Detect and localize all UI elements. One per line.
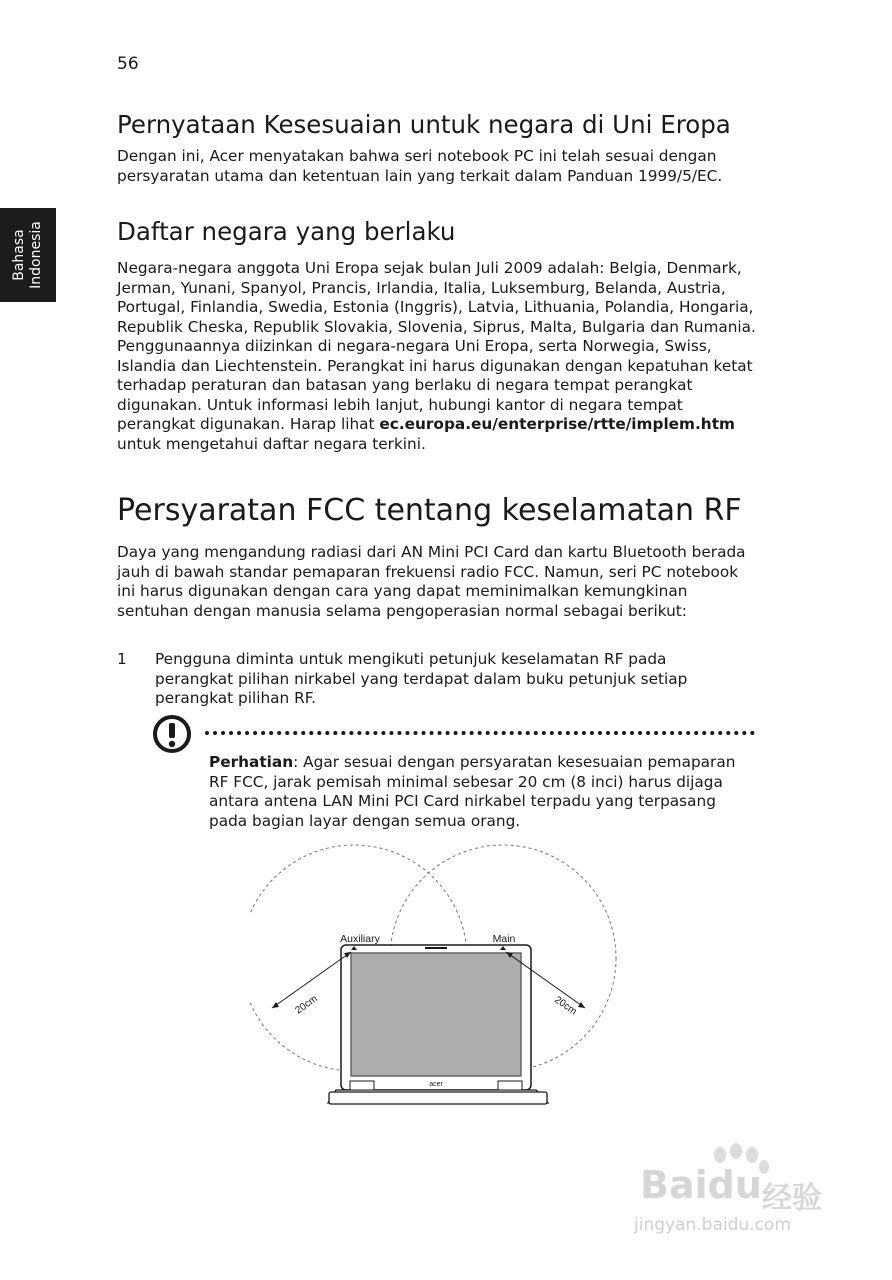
baidu-watermark xyxy=(632,1143,852,1243)
warning-exclamation-icon xyxy=(152,714,192,754)
list-item-number: 1 xyxy=(117,650,127,668)
fcc-rf-safety-heading: Persyaratan FCC tentang keselamatan RF xyxy=(117,493,742,528)
left-distance-label: 20cm xyxy=(293,993,320,1017)
page-number: 56 xyxy=(117,54,139,74)
eu-conformity-heading: Pernyataan Kesesuaian untuk negara di Uni Eropa xyxy=(117,110,731,139)
country-list-heading: Daftar negara yang berlaku xyxy=(117,217,456,246)
side-tab-label xyxy=(11,221,45,289)
caution-label: Perhatian xyxy=(209,753,294,771)
eu-conformity-paragraph: Dengan ini, Acer menyatakan bahwa seri notebook PC ini telah sesuai dengan persyaratan utama dan ketentuan lain yang terkait dalam Panduan 1999/5/EC. xyxy=(117,147,723,185)
caution-text: : Agar sesuai dengan persyaratan kesesuaian pemaparan RF FCC, jarak pemisah minimal sebesar 20 cm (8 inci) harus dijaga antara antena LAN Mini PCI Card nirkabel terpadu yang terpasang pada bagian layar dengan semua orang. xyxy=(209,753,736,830)
watermark-brand: Baidu xyxy=(640,1163,762,1207)
laptop-brand-mark: acer xyxy=(429,1081,443,1088)
country-list-paragraph xyxy=(117,259,757,454)
watermark-brand-cn: 经验 xyxy=(762,1181,822,1216)
country-list-text-end: untuk mengetahui daftar negara terkini. xyxy=(117,434,426,453)
watermark-url: jingyan.baidu.com xyxy=(634,1215,791,1235)
main-antenna-label: Main xyxy=(492,933,516,945)
side-tab-line-2: Indonesia xyxy=(28,221,44,289)
list-item-text: Pengguna diminta untuk mengikuti petunjuk keselamatan RF pada perangkat pilihan nirkabel yang terdapat dalam buku petunjuk setiap perangkat pilihan RF. xyxy=(155,650,688,707)
side-tab-line-1: Bahasa xyxy=(11,229,27,281)
caution-note xyxy=(209,753,754,831)
right-distance-label: 20cm xyxy=(552,994,579,1018)
laptop-illustration xyxy=(328,945,548,1104)
country-list-text: Negara-negara anggota Uni Eropa sejak bulan Juli 2009 adalah: Belgia, Denmark, Jerman, Yunani, Spanyol, Prancis, Irlandia, Italia, Luksemburg, Belanda, Austria, Portugal, Finlandia, Swedia, Estonia (Inggris), Latvia, Lithuania, Polandia, Hongaria, Republik Cheska, Republik Slovakia, Slovenia, Siprus, Malta, Bulgaria dan Rumania. Penggunaannya diizinkan di negara-negara Uni Eropa, serta Norwegia, Swiss, Islandia dan Liechtenstein. Perangkat ini harus digunakan dengan kepatuhan ketat terhadap peraturan dan batasan yang berlaku di negara tempat perangkat digunakan. Untuk informasi lebih lanjut, hubungi kantor di negara tempat perangkat digunakan. Harap lihat xyxy=(117,259,756,433)
note-divider xyxy=(205,731,755,735)
fcc-rf-safety-paragraph: Daya yang mengandung radiasi dari AN Mini PCI Card dan kartu Bluetooth berada jauh di bawah standar pemaparan frekuensi radio FCC. Namun, seri PC notebook ini harus digunakan dengan cara yang dapat meminimalkan kemungkinan sentuhan dengan manusia selama pengoperasian normal sebagai berikut: xyxy=(117,543,746,620)
eu-rtte-link[interactable]: ec.europa.eu/enterprise/rtte/implem.htm xyxy=(379,415,735,433)
antenna-distance-diagram xyxy=(250,835,630,1115)
auxiliary-antenna-label: Auxiliary xyxy=(340,933,380,945)
language-side-tab xyxy=(0,208,56,302)
